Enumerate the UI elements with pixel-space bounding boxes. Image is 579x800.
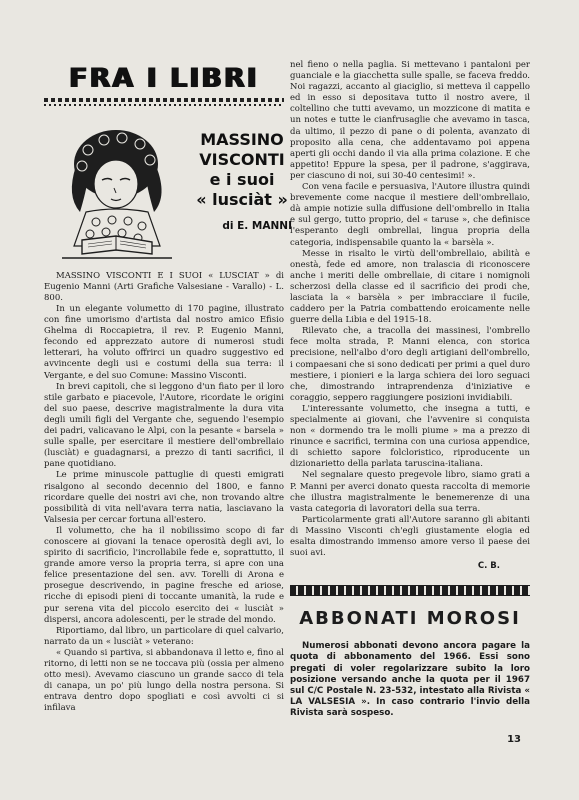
page-number: 13	[507, 734, 521, 745]
section-title: FRA I LIBRI	[69, 63, 259, 94]
article-paragraph: Nel segnalare questo pregevole libro, siamo grati a P. Manni per averci donato questa raccolta di memorie che illustra magistralmente le benemerenze di una vasta categoria di lavoratori della sua terra.	[290, 470, 530, 514]
section-banner	[44, 62, 284, 106]
article-paragraph: Il volumetto, che ha il nobilissimo scopo di far conoscere ai giovani la tenace operosità degli avi, lo spirito di sacrificio, l'incrollabile fede e, soprattutto, il grande amore verso la propria terra, si apre con una felice presentazione del sen. avv. Torelli di Arona e prosegue descrivendo, in pagine fresche ed ariose, ricche di episodi pieni di toccante umanità, la rude e pur serena vita del piccolo esercito dei « lusciàt » dispersi, ancora adolescenti, per le strade del mondo.	[44, 525, 284, 625]
notice-body: Numerosi abbonati devono ancora pagare la quota di abbonamento del 1966. Essi sono pregati di voler regolarizzare subito la loro posizione versando anche la quota per il 1967 sul C/C Postale N. 23-532, intestato alla Rivista « LA VALSESIA ». In caso contrario l'invio della Rivista sarà sospeso.	[290, 641, 530, 719]
article-signature: C. B.	[477, 561, 500, 572]
feature-title-line: VISCONTI	[199, 150, 285, 169]
article-left-text	[44, 271, 284, 714]
article-paragraph: Messe in risalto le virtù dell'ombrellaio, abilità e onestà, fede ed amore, non tralascia di riconoscere anche i meriti delle ombrellaie, di citare i nomignoli scherzosi della classe ed il sacrificio dei prodi che, lasciata la « barsèla » per imbracciare il fucile, caddero per la Patria combattendo eroicamente nelle guerre della Libia e del 1915-18.	[290, 248, 530, 326]
left-column	[44, 60, 292, 714]
banner-rule	[44, 98, 284, 102]
article-paragraph: Le prime minuscole pattuglie di questi emigrati risalgono al secondo decennio del 1800, e fanno ricordare quelle dei nostri avi che, non trovando altre possibilità di vita nell'avara terra natia, lasciavano la Valsesia per cercar fortuna all'estero.	[44, 470, 284, 525]
feature-title-line: e i suoi	[209, 170, 275, 189]
article-paragraph: L'interessante volumetto, che insegna a tutti, e specialmente ai giovani, che l'avvenire si conquista non « dormendo tra le molli piume » ma a prezzo di rinunce e sacrifici, termina con una curiosa appendice, di schietto sapore folcloristico, riproducente un dizionarietto della parlata taruscina-italiana.	[290, 403, 530, 470]
article-paragraph: Rilevato che, a tracolla dei massinesi, l'ombrello fece molta strada, P. Manni elenca, con storica precisione, nell'albo d'oro degli artigiani dell'ombrello, i compaesani che si sono dedicati per primi a quel duro mestiere, i pionieri e la larga schiera dei loro seguaci che, dimostrando intraprendenza d'iniziative e coraggio, seppero raggiungere posizioni invidiabili.	[290, 326, 530, 403]
article-paragraph: Particolarmente grati all'Autore saranno gli abitanti di Massino Visconti ch'egli giustamente elogia ed esalta dimostrando immenso amore verso il paese dei suoi avi.	[290, 514, 530, 559]
feature-title-line: MASSINO	[200, 130, 284, 149]
feature-heading	[192, 130, 292, 232]
article-paragraph: In un elegante volumetto di 170 pagine, illustrato con fine umorismo d'artista dal nostro amico Efisio Ghelma di Roccapietra, il rev. P. Eugenio Manni, fecondo ed apprezzato autore di numerosi studi letterari, ha voluto offrirci un quadro suggestivo ed avvincente degli usi e costumi della sua terra: il Vergante, e del suo Comune: Massino Visconti.	[44, 304, 284, 381]
article-right-text	[290, 60, 530, 559]
feature-author: di E. MANNI	[222, 220, 292, 232]
article-paragraph: Riportiamo, dal libro, un particolare di quel calvario, narrato da un « lusciàt » veterano:	[44, 625, 284, 647]
article-paragraph: Con vena facile e persuasiva, l'Autore illustra quindi brevemente come nacque il mestiere dell'ombrellaio, dà ampie notizie sulla diffusione dell'ombrello in Italia e sul gergo, tutto proprio, del « taruse », che definisce l'esperanto degli ombrellai, lingua propria della categoria, indispensabile quanto la « barsèla ».	[290, 182, 530, 248]
article-paragraph: In brevi capitoli, che si leggono d'un fiato per il loro stile garbato e piacevole, l'Autore, ricordate le origini del suo paese, descrive magistralmente la dura vita degli umili figli del Vergante che, seguendo l'esempio dei padri, valicavano le Alpi, con la pesante « barsela » sulle spalle, per esercitare il mestiere dell'ombrellaio (lusciàt) e guadagnarsi, a prezzo di tanti sacrifici, il pane quotidiano.	[44, 381, 284, 470]
article-paragraph: nel fieno o nella paglia. Si mettevano i pantaloni per guanciale e la giacchetta sulle spalle, se faceva freddo. Noi ragazzi, accanto al giaciglio, si metteva il cappello ed in esso si depositava tutto il nostro avere, il coltellino che tutti avevamo, un mozzicone di matita e un notes e tutte le cianfrusaglie che avevamo in tasca, da ultimo, il pezzo di pane o di polenta, avanzato di proposito alla cena, che addentavamo poi appena aperti gli occhi dando il via alla prima colazione. E che appetito! Eppure la spesa, per il padrone, s'aggirava, per ciascuno di noi, sui 30-40 centesimi! ».	[290, 60, 530, 181]
feature-block	[44, 126, 292, 271]
ornamental-divider	[290, 585, 530, 596]
book-reference: MASSINO VISCONTI E I SUOI « LUSCIAT » di Eugenio Manni (Arti Grafiche Valsesiane - Varallo) - L. 800.	[44, 271, 284, 303]
notice-title: ABBONATI MOROSI	[299, 608, 521, 630]
girl-reading-illustration	[56, 126, 178, 264]
article-paragraph: « Quando si partiva, si abbandonava il letto e, fino al ritorno, di letti non se ne toccava più (ossia per almeno otto mesi). Avevamo ciascuno un grande sacco di tela di canapa, un po' più lungo della nostra persona. Si entrava dentro dopo spogliati e così avvolti ci si infilava	[44, 647, 284, 714]
right-column	[290, 60, 530, 720]
feature-title-line: « lusciàt »	[196, 190, 288, 209]
banner-rule-thin	[44, 104, 284, 106]
